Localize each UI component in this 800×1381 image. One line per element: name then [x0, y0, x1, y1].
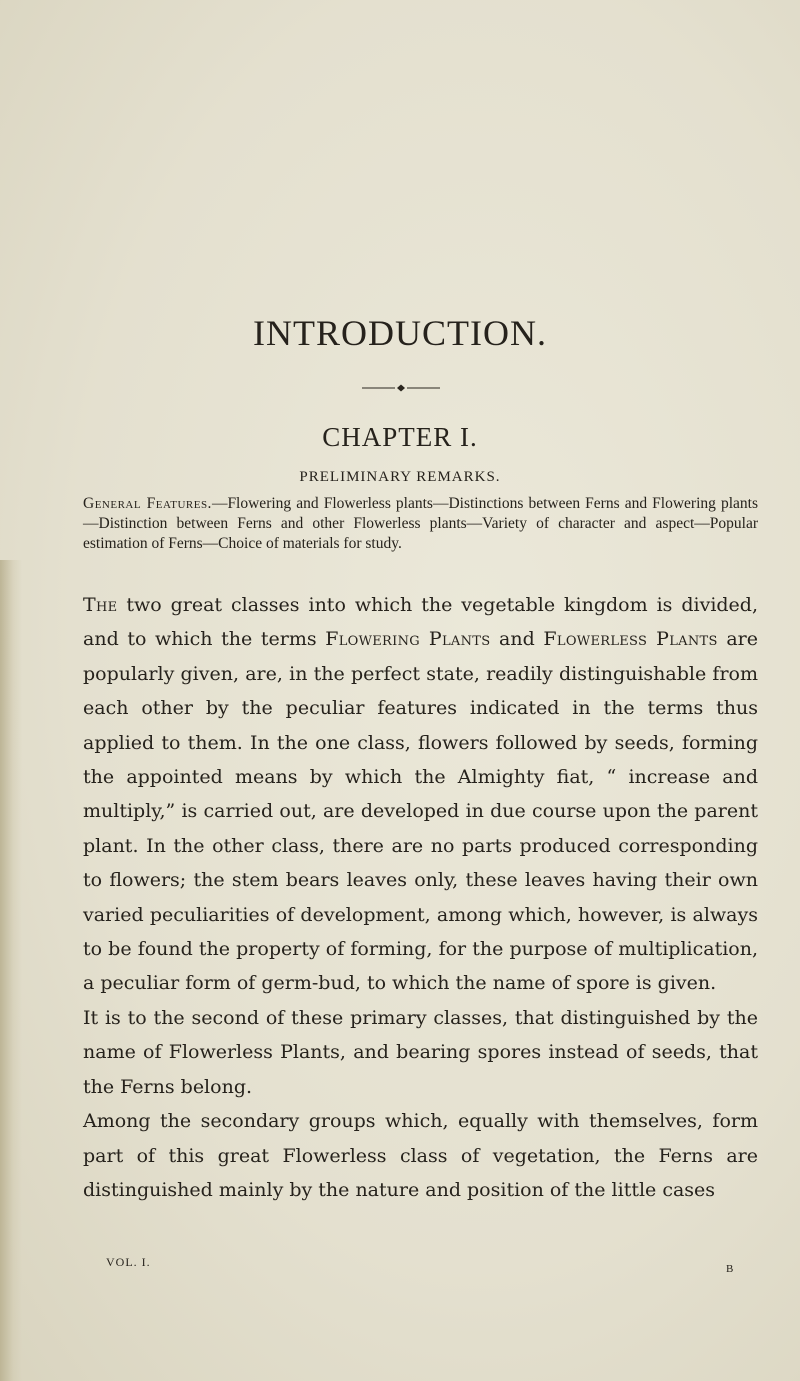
paragraph-1-text-a: two great classes into which the vegetable kingdom is divided, and to which the terms: [83, 594, 758, 651]
paragraph-3: Among the secondary groups which, equally with themselves, form part of this great Flowerless class of vegetation, the Ferns are distinguished mainly by the nature and position of the little cases: [83, 1110, 758, 1201]
term-flowering-plants: Flowering Plants: [325, 628, 491, 651]
chapter-heading: CHAPTER I.: [322, 422, 478, 452]
section-subheading: PRELIMINARY REMARKS.: [299, 469, 501, 485]
signature-mark: B: [726, 1263, 734, 1275]
synopsis-text: —Flowering and Flowerless plants—Distinctions between Ferns and Flowering plants—Distinction between Ferns and other Flowerless plants—Variety of character and aspect—Popular estimation of Ferns—Choice of materials for study.: [83, 495, 758, 552]
term-flowerless-plants: Flowerless Plants: [543, 628, 718, 651]
ornament-divider: [362, 383, 440, 393]
page-title: INTRODUCTION.: [253, 313, 547, 353]
paragraph-1: [83, 588, 758, 1001]
paragraph-2: It is to the second of these primary classes, that distinguished by the name of Flowerless Plants, and bearing spores instead of seeds, that the Ferns belong.: [83, 1006, 758, 1098]
paragraph-1-lead: The: [83, 594, 118, 616]
chapter-synopsis: [83, 494, 758, 554]
body-text: [83, 588, 758, 1207]
page-edge-shadow: [0, 560, 22, 1381]
synopsis-lead: General Features.: [83, 495, 212, 512]
paragraph-1-text-c: are popularly given, are, in the perfect state, readily distinguishable from each other by the peculiar features indicated in the terms thus applied to them. In the one class, flowers followed by seeds, forming the appointed means by which the Almighty fiat, “ increase and multiply,” is carried out, are developed in due course upon the parent plant. In the other class, there are no parts produced corresponding to flowers; the stem bears leaves only, these leaves having their own varied peculiarities of development, among which, however, is always to be found the property of forming, for the purpose of multiplication, a peculiar form of germ-bud, to which the name of spore is given.: [83, 628, 759, 995]
paragraph-1-text-b: and: [490, 628, 544, 651]
volume-marker: VOL. I.: [106, 1255, 151, 1269]
